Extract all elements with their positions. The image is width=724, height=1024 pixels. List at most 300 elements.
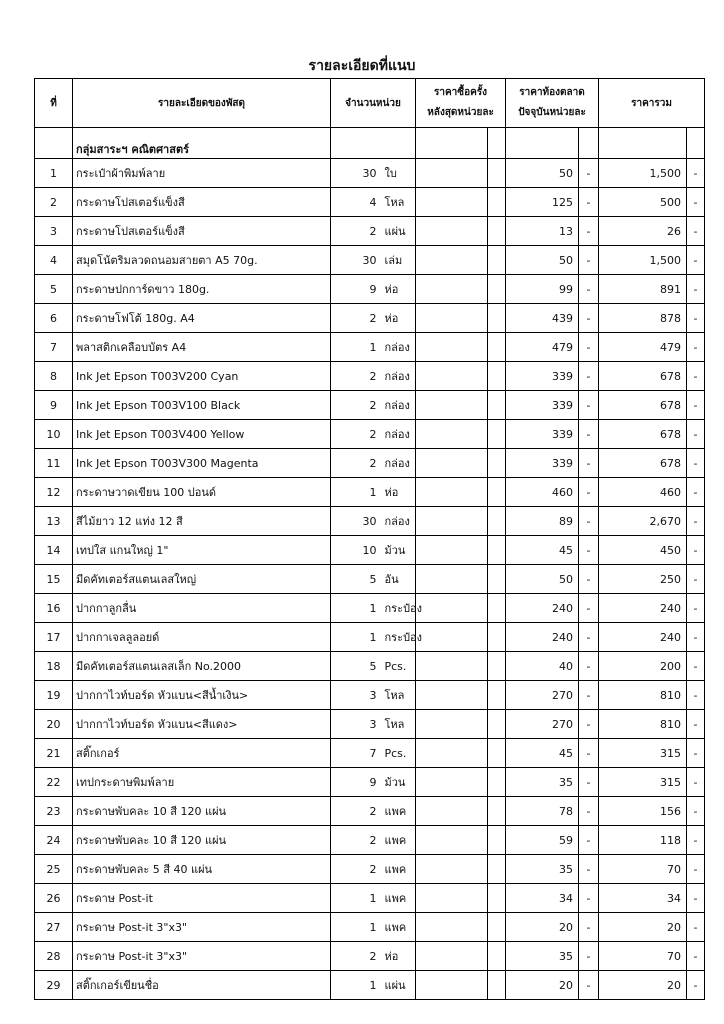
item-unit: อัน [381, 565, 416, 594]
item-quantity: 5 [331, 565, 381, 594]
table-row [35, 362, 705, 391]
item-market-price-satang: - [579, 362, 599, 391]
item-total-satang: - [687, 884, 705, 913]
item-unit: ห่อ [381, 304, 416, 333]
item-quantity: 2 [331, 304, 381, 333]
item-number: 1 [35, 159, 73, 188]
item-number: 20 [35, 710, 73, 739]
item-quantity: 1 [331, 884, 381, 913]
item-total-satang: - [687, 826, 705, 855]
item-number: 14 [35, 536, 73, 565]
item-last-price-satang [488, 826, 506, 855]
item-last-price [416, 304, 488, 333]
item-last-price-satang [488, 594, 506, 623]
item-number: 2 [35, 188, 73, 217]
item-total-satang: - [687, 768, 705, 797]
items-table [34, 78, 705, 1000]
item-unit: แผ่น [381, 971, 416, 1000]
item-last-price [416, 420, 488, 449]
item-last-price-satang [488, 681, 506, 710]
item-last-price-satang [488, 855, 506, 884]
item-last-price-satang [488, 478, 506, 507]
item-total: 1,500 [599, 246, 687, 275]
header-last-price [416, 79, 506, 128]
item-market-price: 339 [506, 391, 579, 420]
item-quantity: 2 [331, 855, 381, 884]
item-last-price [416, 333, 488, 362]
item-number: 23 [35, 797, 73, 826]
header-total: ราคารวม [599, 79, 705, 128]
item-description: สติ๊กเกอร์เขียนชื่อ [73, 971, 331, 1000]
item-last-price-satang [488, 623, 506, 652]
item-total-satang: - [687, 855, 705, 884]
item-market-price: 339 [506, 362, 579, 391]
item-last-price [416, 710, 488, 739]
item-total-satang: - [687, 942, 705, 971]
item-description: เทปกระดาษพิมพ์ลาย [73, 768, 331, 797]
item-description: มีดคัทเตอร์สแตนเลสใหญ่ [73, 565, 331, 594]
item-number: 22 [35, 768, 73, 797]
item-last-price-satang [488, 362, 506, 391]
item-description: ปากกาเจลลูลอยด์ [73, 623, 331, 652]
item-unit: แพค [381, 797, 416, 826]
item-unit: กล่อง [381, 449, 416, 478]
item-market-price: 50 [506, 246, 579, 275]
item-market-price-satang: - [579, 681, 599, 710]
table-row [35, 739, 705, 768]
item-last-price-satang [488, 565, 506, 594]
item-description: สติ๊กเกอร์ [73, 739, 331, 768]
table-row [35, 652, 705, 681]
item-last-price-satang [488, 884, 506, 913]
item-description: กระดาษวาดเขียน 100 ปอนด์ [73, 478, 331, 507]
table-row [35, 565, 705, 594]
item-quantity: 1 [331, 594, 381, 623]
item-total: 678 [599, 420, 687, 449]
item-last-price-satang [488, 797, 506, 826]
item-quantity: 2 [331, 391, 381, 420]
table-row [35, 449, 705, 478]
item-total-satang: - [687, 275, 705, 304]
item-last-price-satang [488, 246, 506, 275]
item-total: 678 [599, 449, 687, 478]
item-quantity: 3 [331, 710, 381, 739]
item-market-price: 240 [506, 594, 579, 623]
item-total-satang: - [687, 478, 705, 507]
item-total-satang: - [687, 304, 705, 333]
item-unit: แพค [381, 826, 416, 855]
item-total: 240 [599, 594, 687, 623]
item-last-price-satang [488, 304, 506, 333]
item-total-satang: - [687, 159, 705, 188]
item-total: 678 [599, 391, 687, 420]
header-last-price-line2: หลังสุดหน่วยละ [427, 107, 494, 118]
table-row [35, 768, 705, 797]
item-unit: Pcs. [381, 739, 416, 768]
item-quantity: 5 [331, 652, 381, 681]
item-number: 10 [35, 420, 73, 449]
item-last-price [416, 623, 488, 652]
item-number: 25 [35, 855, 73, 884]
item-number: 11 [35, 449, 73, 478]
item-last-price-satang [488, 768, 506, 797]
header-market-price-line1: ราคาท้องตลาด [519, 87, 585, 98]
item-last-price [416, 971, 488, 1000]
item-quantity: 1 [331, 333, 381, 362]
item-quantity: 1 [331, 478, 381, 507]
item-unit: กระป๋อง [381, 623, 416, 652]
item-unit: ม้วน [381, 768, 416, 797]
item-last-price-satang [488, 913, 506, 942]
table-row [35, 478, 705, 507]
item-total: 20 [599, 913, 687, 942]
item-number: 28 [35, 942, 73, 971]
item-number: 8 [35, 362, 73, 391]
item-unit: กล่อง [381, 507, 416, 536]
item-last-price [416, 652, 488, 681]
item-market-price-satang: - [579, 884, 599, 913]
item-total-satang: - [687, 507, 705, 536]
item-quantity: 1 [331, 971, 381, 1000]
item-description: กระดาษปกการ์ดขาว 180g. [73, 275, 331, 304]
table-row [35, 536, 705, 565]
header-market-price [506, 79, 599, 128]
item-quantity: 2 [331, 449, 381, 478]
header-row [35, 79, 705, 128]
item-total: 315 [599, 739, 687, 768]
item-market-price: 270 [506, 681, 579, 710]
item-unit: กล่อง [381, 333, 416, 362]
item-last-price [416, 739, 488, 768]
item-market-price: 339 [506, 420, 579, 449]
item-unit: แพค [381, 913, 416, 942]
item-total: 479 [599, 333, 687, 362]
item-market-price-satang: - [579, 623, 599, 652]
item-last-price [416, 913, 488, 942]
item-market-price-satang: - [579, 188, 599, 217]
item-market-price-satang: - [579, 913, 599, 942]
table-row [35, 507, 705, 536]
item-last-price [416, 884, 488, 913]
table-row [35, 797, 705, 826]
item-market-price-satang: - [579, 478, 599, 507]
item-last-price-satang [488, 188, 506, 217]
item-quantity: 1 [331, 913, 381, 942]
header-quantity: จำนวนหน่วย [331, 79, 416, 128]
item-description: พลาสติกเคลือบบัตร A4 [73, 333, 331, 362]
item-total-satang: - [687, 623, 705, 652]
item-quantity: 30 [331, 159, 381, 188]
item-number: 5 [35, 275, 73, 304]
item-number: 12 [35, 478, 73, 507]
item-unit: โหล [381, 710, 416, 739]
item-total: 200 [599, 652, 687, 681]
item-total-satang: - [687, 710, 705, 739]
item-market-price-satang: - [579, 304, 599, 333]
item-last-price-satang [488, 391, 506, 420]
item-description: ปากกาไวท์บอร์ด หัวแบน<สีแดง> [73, 710, 331, 739]
item-unit: ใบ [381, 159, 416, 188]
item-market-price: 89 [506, 507, 579, 536]
item-total: 156 [599, 797, 687, 826]
item-unit: Pcs. [381, 652, 416, 681]
item-total: 118 [599, 826, 687, 855]
item-market-price-satang: - [579, 768, 599, 797]
item-quantity: 30 [331, 507, 381, 536]
header-market-price-line2: ปัจจุบันหน่วยละ [518, 107, 586, 118]
item-unit: โหล [381, 188, 416, 217]
item-last-price-satang [488, 739, 506, 768]
item-market-price: 125 [506, 188, 579, 217]
item-unit: แพค [381, 855, 416, 884]
item-number: 24 [35, 826, 73, 855]
item-description: กระดาษพับคละ 10 สี 120 แผ่น [73, 797, 331, 826]
item-quantity: 2 [331, 420, 381, 449]
table-row [35, 681, 705, 710]
item-number: 26 [35, 884, 73, 913]
item-market-price: 20 [506, 913, 579, 942]
table-row [35, 391, 705, 420]
item-market-price-satang: - [579, 217, 599, 246]
item-last-price [416, 391, 488, 420]
item-market-price: 40 [506, 652, 579, 681]
item-total: 1,500 [599, 159, 687, 188]
item-unit: กล่อง [381, 391, 416, 420]
item-total-satang: - [687, 536, 705, 565]
item-last-price-satang [488, 449, 506, 478]
item-total: 315 [599, 768, 687, 797]
item-total: 34 [599, 884, 687, 913]
item-quantity: 2 [331, 797, 381, 826]
item-quantity: 2 [331, 362, 381, 391]
item-total-satang: - [687, 217, 705, 246]
item-market-price: 439 [506, 304, 579, 333]
item-unit: เล่ม [381, 246, 416, 275]
table-row [35, 913, 705, 942]
item-unit: กล่อง [381, 420, 416, 449]
item-market-price: 45 [506, 739, 579, 768]
item-total: 2,670 [599, 507, 687, 536]
item-market-price: 35 [506, 942, 579, 971]
item-quantity: 1 [331, 623, 381, 652]
item-last-price-satang [488, 507, 506, 536]
item-number: 7 [35, 333, 73, 362]
table-row [35, 217, 705, 246]
item-total: 878 [599, 304, 687, 333]
item-total: 20 [599, 971, 687, 1000]
table-row [35, 594, 705, 623]
item-last-price-satang [488, 217, 506, 246]
table-row [35, 884, 705, 913]
group-row [35, 128, 705, 159]
item-last-price [416, 275, 488, 304]
table-row [35, 855, 705, 884]
item-last-price [416, 768, 488, 797]
table-row [35, 159, 705, 188]
item-market-price-satang: - [579, 855, 599, 884]
item-market-price: 78 [506, 797, 579, 826]
table-row [35, 275, 705, 304]
item-unit: โหล [381, 681, 416, 710]
item-last-price-satang [488, 652, 506, 681]
item-description: Ink Jet Epson T003V200 Cyan [73, 362, 331, 391]
item-market-price: 50 [506, 565, 579, 594]
item-total-satang: - [687, 565, 705, 594]
item-total: 26 [599, 217, 687, 246]
table-row [35, 623, 705, 652]
item-last-price [416, 246, 488, 275]
item-total: 70 [599, 942, 687, 971]
item-total: 810 [599, 681, 687, 710]
item-total-satang: - [687, 971, 705, 1000]
item-number: 29 [35, 971, 73, 1000]
item-description: กระดาษ Post-it 3"x3" [73, 913, 331, 942]
table-row [35, 246, 705, 275]
item-last-price-satang [488, 159, 506, 188]
item-description: Ink Jet Epson T003V400 Yellow [73, 420, 331, 449]
item-last-price [416, 478, 488, 507]
item-market-price-satang: - [579, 420, 599, 449]
item-quantity: 2 [331, 217, 381, 246]
item-last-price [416, 565, 488, 594]
table-row [35, 188, 705, 217]
document-title: รายละเอียดที่แนบ [308, 58, 416, 74]
item-quantity: 10 [331, 536, 381, 565]
item-last-price [416, 681, 488, 710]
item-total-satang: - [687, 391, 705, 420]
table-row [35, 333, 705, 362]
item-last-price [416, 536, 488, 565]
item-total-satang: - [687, 797, 705, 826]
item-last-price [416, 797, 488, 826]
item-market-price-satang: - [579, 826, 599, 855]
item-last-price-satang [488, 275, 506, 304]
item-market-price: 35 [506, 768, 579, 797]
item-market-price: 20 [506, 971, 579, 1000]
item-market-price: 59 [506, 826, 579, 855]
item-number: 15 [35, 565, 73, 594]
item-last-price [416, 855, 488, 884]
header-last-price-line1: ราคาซื้อครั้ง [434, 87, 488, 98]
item-description: กระดาษ Post-it 3"x3" [73, 942, 331, 971]
table-row [35, 942, 705, 971]
item-total-satang: - [687, 246, 705, 275]
table-row [35, 420, 705, 449]
item-description: กระดาษ Post-it [73, 884, 331, 913]
item-market-price-satang: - [579, 971, 599, 1000]
item-market-price-satang: - [579, 507, 599, 536]
item-total-satang: - [687, 913, 705, 942]
item-total: 70 [599, 855, 687, 884]
item-total: 891 [599, 275, 687, 304]
item-last-price [416, 594, 488, 623]
item-quantity: 2 [331, 942, 381, 971]
item-last-price-satang [488, 420, 506, 449]
item-last-price [416, 159, 488, 188]
item-last-price [416, 942, 488, 971]
item-quantity: 7 [331, 739, 381, 768]
item-unit: ห่อ [381, 478, 416, 507]
item-unit: ห่อ [381, 275, 416, 304]
item-total-satang: - [687, 449, 705, 478]
item-market-price: 13 [506, 217, 579, 246]
item-last-price-satang [488, 942, 506, 971]
table-row [35, 826, 705, 855]
item-market-price: 50 [506, 159, 579, 188]
item-last-price [416, 362, 488, 391]
item-number: 13 [35, 507, 73, 536]
item-total-satang: - [687, 362, 705, 391]
item-last-price [416, 188, 488, 217]
item-quantity: 2 [331, 826, 381, 855]
item-market-price-satang: - [579, 739, 599, 768]
item-market-price-satang: - [579, 333, 599, 362]
item-unit: ม้วน [381, 536, 416, 565]
table-row [35, 971, 705, 1000]
item-description: ปากกาไวท์บอร์ด หัวแบน<สีน้ำเงิน> [73, 681, 331, 710]
item-market-price-satang: - [579, 449, 599, 478]
item-total: 460 [599, 478, 687, 507]
item-description: Ink Jet Epson T003V100 Black [73, 391, 331, 420]
item-description: กระดาษโปสเตอร์แข็งสี [73, 217, 331, 246]
item-market-price: 240 [506, 623, 579, 652]
item-market-price-satang: - [579, 159, 599, 188]
item-last-price [416, 217, 488, 246]
item-total-satang: - [687, 188, 705, 217]
item-description: กระดาษโฟโต้ 180g. A4 [73, 304, 331, 333]
item-number: 27 [35, 913, 73, 942]
header-description: รายละเอียดของพัสดุ [73, 79, 331, 128]
item-market-price-satang: - [579, 536, 599, 565]
item-total-satang: - [687, 739, 705, 768]
item-last-price-satang [488, 971, 506, 1000]
item-unit: กระป๋อง [381, 594, 416, 623]
item-total: 500 [599, 188, 687, 217]
item-quantity: 9 [331, 768, 381, 797]
item-number: 16 [35, 594, 73, 623]
item-description: กระดาษพับคละ 5 สี 40 แผ่น [73, 855, 331, 884]
item-last-price-satang [488, 710, 506, 739]
item-number: 6 [35, 304, 73, 333]
item-market-price: 45 [506, 536, 579, 565]
item-last-price-satang [488, 333, 506, 362]
item-last-price [416, 449, 488, 478]
item-market-price: 99 [506, 275, 579, 304]
item-description: ปากกาลูกลื่น [73, 594, 331, 623]
item-number: 9 [35, 391, 73, 420]
item-quantity: 30 [331, 246, 381, 275]
item-market-price-satang: - [579, 275, 599, 304]
item-number: 19 [35, 681, 73, 710]
item-description: สมุดโน้ตริมลวดถนอมสายตา A5 70g. [73, 246, 331, 275]
item-description: กระดาษโปสเตอร์แข็งสี [73, 188, 331, 217]
item-quantity: 3 [331, 681, 381, 710]
item-market-price-satang: - [579, 652, 599, 681]
item-number: 17 [35, 623, 73, 652]
item-description: Ink Jet Epson T003V300 Magenta [73, 449, 331, 478]
item-description: กระเป๋าผ้าพิมพ์ลาย [73, 159, 331, 188]
item-market-price: 460 [506, 478, 579, 507]
item-market-price-satang: - [579, 942, 599, 971]
item-number: 3 [35, 217, 73, 246]
item-last-price-satang [488, 536, 506, 565]
item-quantity: 9 [331, 275, 381, 304]
item-total-satang: - [687, 681, 705, 710]
item-unit: แพค [381, 884, 416, 913]
table-row [35, 710, 705, 739]
table-row [35, 304, 705, 333]
item-number: 18 [35, 652, 73, 681]
